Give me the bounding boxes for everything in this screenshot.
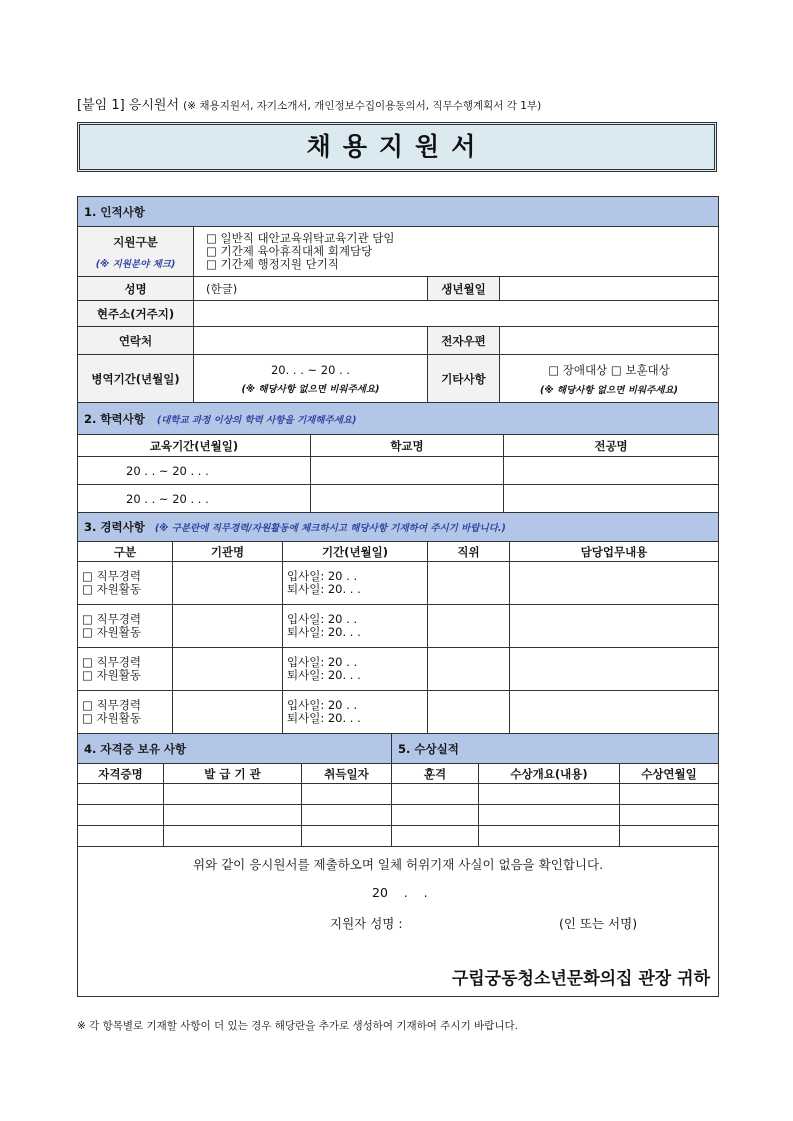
military-period: 20. . . ~ 20 . . (270, 362, 351, 377)
career-type-job[interactable]: □ 직무경력 (82, 655, 141, 669)
sign-hint[interactable]: (인 또는 서명) (559, 916, 638, 931)
confirmation-cell (78, 847, 719, 997)
career-end: 퇴사일: 20. . . (287, 711, 361, 725)
career-position-field[interactable] (428, 605, 510, 648)
career-period-cell[interactable] (283, 562, 428, 605)
apply-type-label: 지원구분 (113, 234, 158, 249)
title-box (77, 122, 717, 172)
career-col-org: 기관명 (173, 542, 283, 562)
award-grade-field[interactable] (392, 805, 479, 826)
award-col-date: 수상연월일 (620, 764, 719, 784)
career-type-job[interactable]: □ 직무경력 (82, 698, 141, 712)
etc-label: 기타사항 (428, 355, 500, 403)
career-row (78, 648, 719, 691)
award-summary-field[interactable] (479, 826, 620, 847)
license-award-table (77, 733, 719, 997)
career-type-job[interactable]: □ 직무경력 (82, 569, 141, 583)
license-name-field[interactable] (78, 784, 164, 805)
apply-option-2[interactable]: □ 기간제 육아휴직대체 회계담당 (206, 244, 373, 258)
career-row (78, 605, 719, 648)
license-award-row (78, 784, 719, 805)
career-col-position: 직위 (428, 542, 510, 562)
career-position-field[interactable] (428, 691, 510, 734)
license-issuer-field[interactable] (164, 784, 302, 805)
section5-header: 5. 수상실적 (392, 734, 719, 764)
edu-col-period: 교육기간(년월일) (78, 435, 311, 457)
career-duties-field[interactable] (510, 562, 719, 605)
career-start: 입사일: 20 . . (287, 612, 358, 626)
career-period-cell[interactable] (283, 648, 428, 691)
career-duties-field[interactable] (510, 691, 719, 734)
career-start: 입사일: 20 . . (287, 655, 358, 669)
career-type-cell[interactable] (78, 691, 173, 734)
career-period-cell[interactable] (283, 605, 428, 648)
birth-label: 생년월일 (428, 277, 500, 301)
contact-label: 연락처 (78, 327, 194, 355)
section1-header: 1. 인적사항 (78, 197, 719, 227)
section2-note: (대학교 과정 이상의 학력 사항을 기재해주세요) (156, 414, 357, 426)
apply-option-1[interactable]: □ 일반직 대안교육위탁교육기관 담임 (206, 231, 395, 245)
award-col-grade: 훈격 (392, 764, 479, 784)
career-type-job[interactable]: □ 직무경력 (82, 612, 141, 626)
award-grade-field[interactable] (392, 826, 479, 847)
license-issuer-field[interactable] (164, 826, 302, 847)
military-cell[interactable] (194, 355, 428, 403)
apply-type-note: (※ 지원분야 체크) (95, 258, 176, 270)
career-row (78, 562, 719, 605)
career-type-cell[interactable] (78, 648, 173, 691)
career-type-volunteer[interactable]: □ 자원활동 (82, 668, 141, 682)
career-period-cell[interactable] (283, 691, 428, 734)
edu-period-2[interactable]: 20 . . ~ 20 . . . (78, 485, 311, 513)
section2-title: 2. 학력사항 (84, 411, 145, 426)
attachment-sub: (※ 채용지원서, 자기소개서, 개인정보수집이용동의서, 직무수행계획서 각 1부) (183, 100, 542, 112)
attachment-line (77, 94, 541, 113)
section4-header: 4. 자격증 보유 사항 (78, 734, 392, 764)
career-type-cell[interactable] (78, 562, 173, 605)
license-col-issuer: 발 급 기 관 (164, 764, 302, 784)
career-col-period: 기간(년월일) (283, 542, 428, 562)
address-field[interactable] (194, 301, 719, 327)
award-date-field[interactable] (620, 826, 719, 847)
career-type-volunteer[interactable]: □ 자원활동 (82, 711, 141, 725)
section3-note: (※ 구분란에 직무경력/자원활동에 체크하시고 해당사항 기재하여 주시기 바랍니다.) (154, 523, 506, 534)
military-label: 병역기간(년월일) (78, 355, 194, 403)
etc-note: (※ 해당사항 없으면 비워주세요) (540, 384, 678, 396)
edu-period-1[interactable]: 20 . . ~ 20 . . . (78, 457, 311, 485)
edu-school-2[interactable] (311, 485, 504, 513)
apply-type-options (194, 227, 719, 277)
edu-major-2[interactable] (504, 485, 719, 513)
career-duties-field[interactable] (510, 605, 719, 648)
section3-title: 3. 경력사항 (84, 520, 145, 534)
career-col-type: 구분 (78, 542, 173, 562)
license-award-row (78, 826, 719, 847)
career-table (77, 512, 719, 734)
contact-field[interactable] (194, 327, 428, 355)
award-grade-field[interactable] (392, 784, 479, 805)
birth-field[interactable] (500, 277, 719, 301)
etc-cell[interactable] (500, 355, 719, 403)
career-type-cell[interactable] (78, 605, 173, 648)
career-start: 입사일: 20 . . (287, 569, 358, 583)
career-duties-field[interactable] (510, 648, 719, 691)
career-end: 퇴사일: 20. . . (287, 625, 361, 639)
personal-info-table (77, 196, 719, 403)
edu-col-school: 학교명 (311, 435, 504, 457)
edu-col-major: 전공명 (504, 435, 719, 457)
license-award-row (78, 805, 719, 826)
attachment-main: [붙임 1] 응시원서 (77, 98, 180, 113)
license-name-field[interactable] (78, 805, 164, 826)
footnote: ※ 각 항목별로 기재할 사항이 더 있는 경우 해당란을 추가로 생성하여 기재하여 주시기 바랍니다. (77, 1020, 518, 1032)
career-org-field[interactable] (173, 648, 283, 691)
license-issuer-field[interactable] (164, 805, 302, 826)
license-col-name: 자격증명 (78, 764, 164, 784)
award-summary-field[interactable] (479, 805, 620, 826)
career-col-duties: 담당업무내용 (510, 542, 719, 562)
military-note: (※ 해당사항 없으면 비워주세요) (241, 383, 380, 395)
signer-label: 지원자 성명 : (330, 916, 403, 931)
license-name-field[interactable] (78, 826, 164, 847)
career-org-field[interactable] (173, 605, 283, 648)
career-org-field[interactable] (173, 691, 283, 734)
career-position-field[interactable] (428, 648, 510, 691)
career-row (78, 691, 719, 734)
career-org-field[interactable] (173, 562, 283, 605)
education-table (77, 402, 719, 513)
email-label: 전자우편 (428, 327, 500, 355)
etc-options: □ 장애대상 □ 보훈대상 (548, 362, 670, 377)
edu-school-1[interactable] (311, 457, 504, 485)
career-start: 입사일: 20 . . (287, 698, 358, 712)
section3-header (78, 513, 719, 542)
section2-header (78, 403, 719, 435)
apply-type-label-cell (78, 227, 194, 277)
career-end: 퇴사일: 20. . . (287, 668, 361, 682)
confirmation-statement: 위와 같이 응시원서를 제출하오며 일체 허위기재 사실이 없음을 확인합니다. (192, 857, 604, 872)
career-type-volunteer[interactable]: □ 자원활동 (82, 625, 141, 639)
career-type-volunteer[interactable]: □ 자원활동 (82, 582, 141, 596)
addressee: 구립궁동청소년문화의집 관장 귀하 (451, 969, 710, 989)
name-label: 성명 (78, 277, 194, 301)
career-position-field[interactable] (428, 562, 510, 605)
award-date-field[interactable] (620, 805, 719, 826)
name-field[interactable]: (한글) (194, 277, 428, 301)
confirmation-date[interactable]: 20 . . (372, 885, 428, 900)
award-summary-field[interactable] (479, 784, 620, 805)
license-date-field[interactable] (302, 826, 392, 847)
license-col-date: 취득일자 (302, 764, 392, 784)
edu-major-1[interactable] (504, 457, 719, 485)
email-field[interactable] (500, 327, 719, 355)
award-col-summary: 수상개요(내용) (479, 764, 620, 784)
page-title: 채용지원서 (306, 132, 488, 161)
apply-option-3[interactable]: □ 기간제 행정지원 단기직 (206, 257, 339, 271)
license-date-field[interactable] (302, 784, 392, 805)
address-label: 현주소(거주지) (78, 301, 194, 327)
award-date-field[interactable] (620, 784, 719, 805)
license-date-field[interactable] (302, 805, 392, 826)
career-end: 퇴사일: 20. . . (287, 582, 361, 596)
